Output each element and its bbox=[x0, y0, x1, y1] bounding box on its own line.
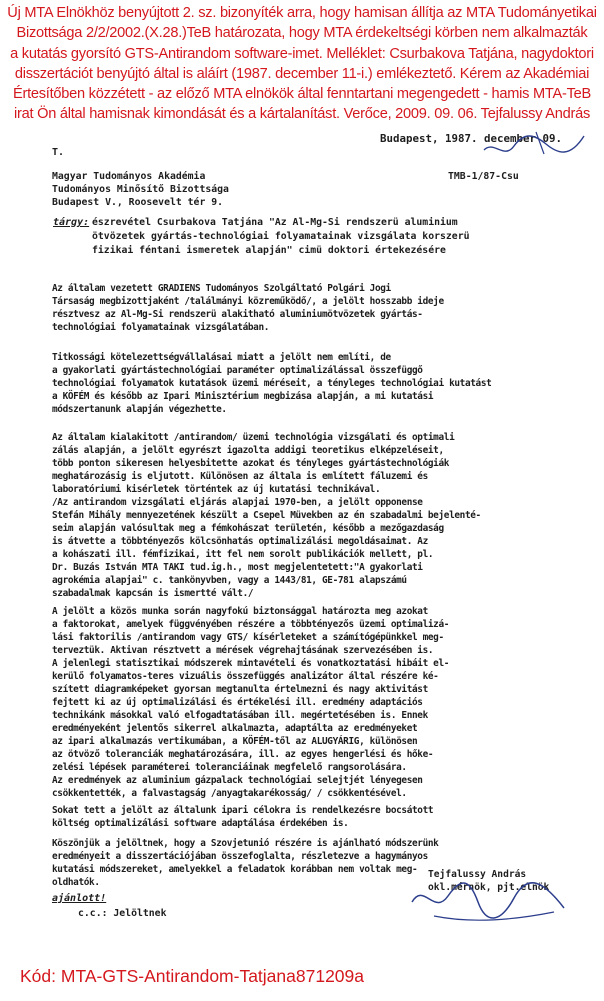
body-line: költség optimalizálási software adaptálása érdekében is. bbox=[52, 818, 349, 829]
address-line: Budapest V., Roosevelt tér 9. bbox=[52, 197, 224, 208]
body-line: agrokémia alapjai" c. tankönyvben, vagy a 1443/81, GE-781 alapszámú bbox=[52, 575, 407, 586]
header-line: Bizottsága 2/2/2002.(X.28.)TeB határozata, hogy MTA érdekeltségi körben nem alkalmazták bbox=[16, 25, 588, 42]
body-line: is átvette a többtényezős kölcsönhatás optimalizálási megoldásaimat. Az bbox=[52, 536, 428, 547]
body-line: Az általam vezetett GRADIENS Tudományos Szolgáltató Polgári Jogi bbox=[52, 283, 391, 294]
handwritten-mark-icon bbox=[480, 128, 590, 168]
body-line: Az általam kialakitott /antirandom/ üzemi technológia vizsgálati és optimali bbox=[52, 432, 455, 443]
body-line: /Az antirandom vizsgálati eljárás alapjai 1970-ben, a jelölt opponense bbox=[52, 497, 423, 508]
body-line: Dr. Buzás István MTA TAKI tud.ig.h., most megjelentetett:"A gyakorlati bbox=[52, 562, 423, 573]
body-line: eredményeit a disszertációjában összefoglalta, részletezve a hagymányos bbox=[52, 851, 428, 862]
subject-line: észrevétel Csurbakova Tatjána "Az Al-Mg-Si rendszerü aluminium bbox=[92, 217, 458, 228]
header-line: Új MTA Elnökhöz benyújtott 2. sz. bizonyíték arra, hogy hamisan állítja az MTA Tudományetikai bbox=[7, 5, 597, 21]
body-line: módszertanunk alapján végezhette. bbox=[52, 404, 227, 415]
header-line: disszertációt benyújtó által is aláírt (1987. december 11-i.) emlékeztető. Kérem az Akadémiai bbox=[14, 65, 590, 82]
body-line: szített diagramképeket gyorsan megtanulta értelmezni és nagy aktivitást bbox=[52, 684, 428, 695]
body-line: Stefán Mihály mennyezetének készült a Csepel Müvekben az én szabadalmi bejelenté- bbox=[52, 510, 481, 521]
body-line: résztvesz az Al-Mg-Si rendszerü alakitható aluminiumötvözetek gyártás- bbox=[52, 309, 423, 320]
body-line: technológiai folyamatainak vizsgálatában. bbox=[52, 322, 270, 333]
body-line: Az eredmények az aluminium gázpalack technológiai selejtjét lényegesen bbox=[52, 775, 423, 786]
body-line: az ipari alkalmazás vertikumában, a KÖFÉM-től az ALUGYÁRIG, különösen bbox=[52, 736, 418, 747]
body-line: Köszönjük a jelöltnek, hogy a Szovjetunió részére is ajánlható módszerünk bbox=[52, 838, 439, 849]
enclosure-label: ajánlott! bbox=[52, 893, 107, 904]
body-line: kerülő folyamatos-teres vizuális összefüggés analizátor által részére ké- bbox=[52, 671, 439, 682]
address-line: Tudományos Minősítő Bizottsága bbox=[52, 184, 229, 195]
body-line: a faktorokat, amelyek függvényében részére a többtényezős üzemi optimalizá- bbox=[52, 619, 450, 630]
body-line: csökkentették, a falvastagság /anyagtakarékosság/ / csökkentésével. bbox=[52, 788, 407, 799]
body-line: a kohászati ill. fémfizikai, itt fel nem sorolt publikációk mellett, pl. bbox=[52, 549, 434, 560]
body-line: laboratóriumi kisérletek történtek az új kutatási technikával. bbox=[52, 484, 381, 495]
cc-line: c.c.: Jelöltnek bbox=[78, 908, 167, 919]
t-mark: T. bbox=[52, 147, 65, 158]
body-line: kutatási módszereket, amelyekkel a feladatok korábban nem voltak meg- bbox=[52, 864, 418, 875]
body-line: zelési lépések paraméterei toleranciáinak megfelelő rangsorolására. bbox=[52, 762, 407, 773]
body-line: meghatározásig is eljutott. Különösen az általa is említett fáluzemi és bbox=[52, 471, 428, 482]
reference-number: TMB-1/87-Csu bbox=[448, 171, 519, 182]
body-line: az ötvöző toleranciák meghatározására, ill. az egyes hengerlési és hőke- bbox=[52, 749, 434, 760]
body-line: A jelölt a közös munka során nagyfokú biztonsággal határozta meg azokat bbox=[52, 606, 428, 617]
body-line: terveztük. Aktivan résztvett a mérések végrehajtásának szervezésében is. bbox=[52, 645, 434, 656]
body-line: zálás alapján, a jelölt egyrészt igazolta addigi teoretikus elképzeléseit, bbox=[52, 445, 444, 456]
body-line: fejtett ki az új optimalizálási és értékelési ill. eredmény adaptációs bbox=[52, 697, 423, 708]
header-line: a kutatás gyorsító GTS-Antirandom software-imet. Melléklet: Csurbakova Tatjána, nagydoktori bbox=[10, 45, 594, 62]
subject-line: fizikai féntani ismeretek alapján" cimü doktori értekezésére bbox=[92, 245, 446, 256]
body-line: lási faktorilis /antirandom vagy GTS/ kísérleteket a számítógépünkkel meg- bbox=[52, 632, 444, 643]
subject-label: tárgy: bbox=[53, 217, 90, 228]
subject-line: ötvözetek gyártás-technológiai folyamatainak vizsgálata korszerü bbox=[92, 231, 470, 242]
header-line: Értesítőben közzétett - az előző MTA elnökök által fenntartani megengedett - hamis MTA-TeB bbox=[12, 86, 592, 103]
body-line: Sokat tett a jelölt az általunk ipari célokra is rendelkezésre bocsátott bbox=[52, 805, 434, 816]
footer-code: Kód: MTA-GTS-Antirandom-Tatjana871209a bbox=[20, 966, 365, 986]
body-line: a gyakorlati gyártástechnológiai paraméter optimalizálással összefüggő bbox=[52, 365, 423, 376]
body-line: oldhatók. bbox=[52, 877, 100, 888]
body-line: több ponton sikeresen helyesbitette azokat és tényleges gyártástechnológiák bbox=[52, 458, 450, 469]
body-line: szabadalmak kapcsán is ismertté vált./ bbox=[52, 588, 254, 599]
signature-name: Tejfalussy András bbox=[428, 869, 527, 880]
body-line: Titkossági kötelezettségvállalásai miatt a jelölt nem említi, de bbox=[52, 352, 391, 363]
body-line: technológiai folyamatok kutatások üzemi méréseit, a tényleges technológiai kutatást bbox=[52, 378, 492, 389]
body-line: eredményeként jelentős sikerrel alkalmazta, adaptálta az eredményeket bbox=[52, 723, 418, 734]
body-line: Társaság megbizottjaként /találmányi közreműködő/, a jelölt hosszabb ideje bbox=[52, 296, 444, 307]
body-line: seim alapján valósultak meg a fémkohászat területén, később a mezőgazdaság bbox=[52, 523, 444, 534]
handwritten-signature-icon bbox=[404, 872, 574, 932]
signature-title: okl.mérnök, pjt.elnök bbox=[428, 882, 550, 893]
header-line: irat Ön által hamisnak kimondását és a kártalanítást. Verőce, 2009. 09. 06. Tejfalussy András bbox=[14, 106, 590, 123]
body-line: A jelenlegi statisztikai módszerek mintavételi és vonatkoztatási hibáit el- bbox=[52, 658, 450, 669]
body-line: a KÖFÉM és később az Ipari Minisztérium megbizása alapján, a mi kutatási bbox=[52, 391, 434, 402]
body-line: technikánk másokkal való elfogadtatásában ill. megértetésében is. Ennek bbox=[52, 710, 428, 721]
letter-date: Budapest, 1987. december 09. bbox=[380, 132, 563, 145]
address-line: Magyar Tudományos Akadémia bbox=[52, 171, 206, 182]
